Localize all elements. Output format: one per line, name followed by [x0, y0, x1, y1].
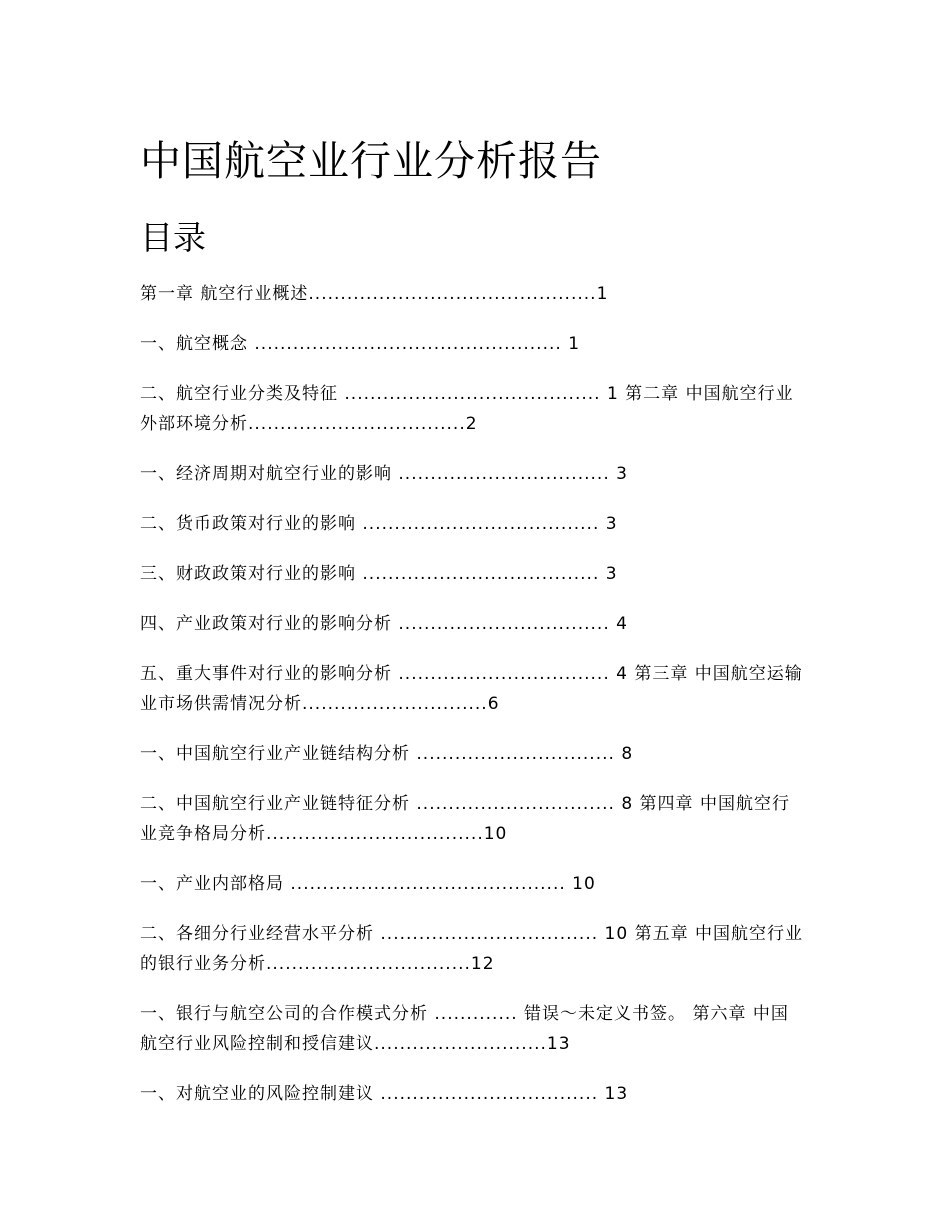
toc-entry[interactable]: 一、经济周期对航空行业的影响 ................................. 3 — [140, 464, 628, 484]
toc-entry[interactable]: 一、中国航空行业产业链结构分析 ............................... 8 — [140, 744, 634, 764]
toc-entry[interactable]: 一、航空概念 ................................................ 1 — [140, 334, 581, 354]
toc-entry[interactable]: 一、对航空业的风险控制建议 .................................. 13 — [140, 1084, 629, 1104]
toc-entry[interactable]: 二、中国航空行业产业链特征分析 ............................... 8 第四章 中国航空行业竞争格局分析..................................10 — [140, 794, 790, 844]
toc-entry[interactable]: 二、航空行业分类及特征 ........................................ 1 第二章 中国航空行业外部环境分析..................................2 — [140, 384, 794, 434]
toc-entry[interactable]: 一、产业内部格局 ........................................... 10 — [140, 874, 596, 894]
toc-entry[interactable]: 二、货币政策对行业的影响 ..................................... 3 — [140, 514, 618, 534]
toc-entry[interactable]: 三、财政政策对行业的影响 ..................................... 3 — [140, 564, 618, 584]
toc-heading: 目录 — [140, 218, 206, 257]
toc-entry[interactable]: 五、重大事件对行业的影响分析 ................................. 4 第三章 中国航空运输业市场供需情况分析.............................6 — [140, 664, 803, 714]
toc-entry[interactable]: 第一章 航空行业概述.............................................1 — [140, 284, 609, 304]
table-of-contents — [140, 279, 805, 1129]
toc-entry[interactable]: 二、各细分行业经营水平分析 .................................. 10 第五章 中国航空行业的银行业务分析................................12 — [140, 924, 803, 974]
toc-entry[interactable]: 四、产业政策对行业的影响分析 ................................. 4 — [140, 614, 628, 634]
document-title: 中国航空业行业分析报告 — [140, 137, 602, 185]
toc-entry[interactable]: 一、银行与航空公司的合作模式分析 ............. 错误～未定义书签。 第六章 中国航空行业风险控制和授信建议...........................13 — [140, 1004, 789, 1054]
